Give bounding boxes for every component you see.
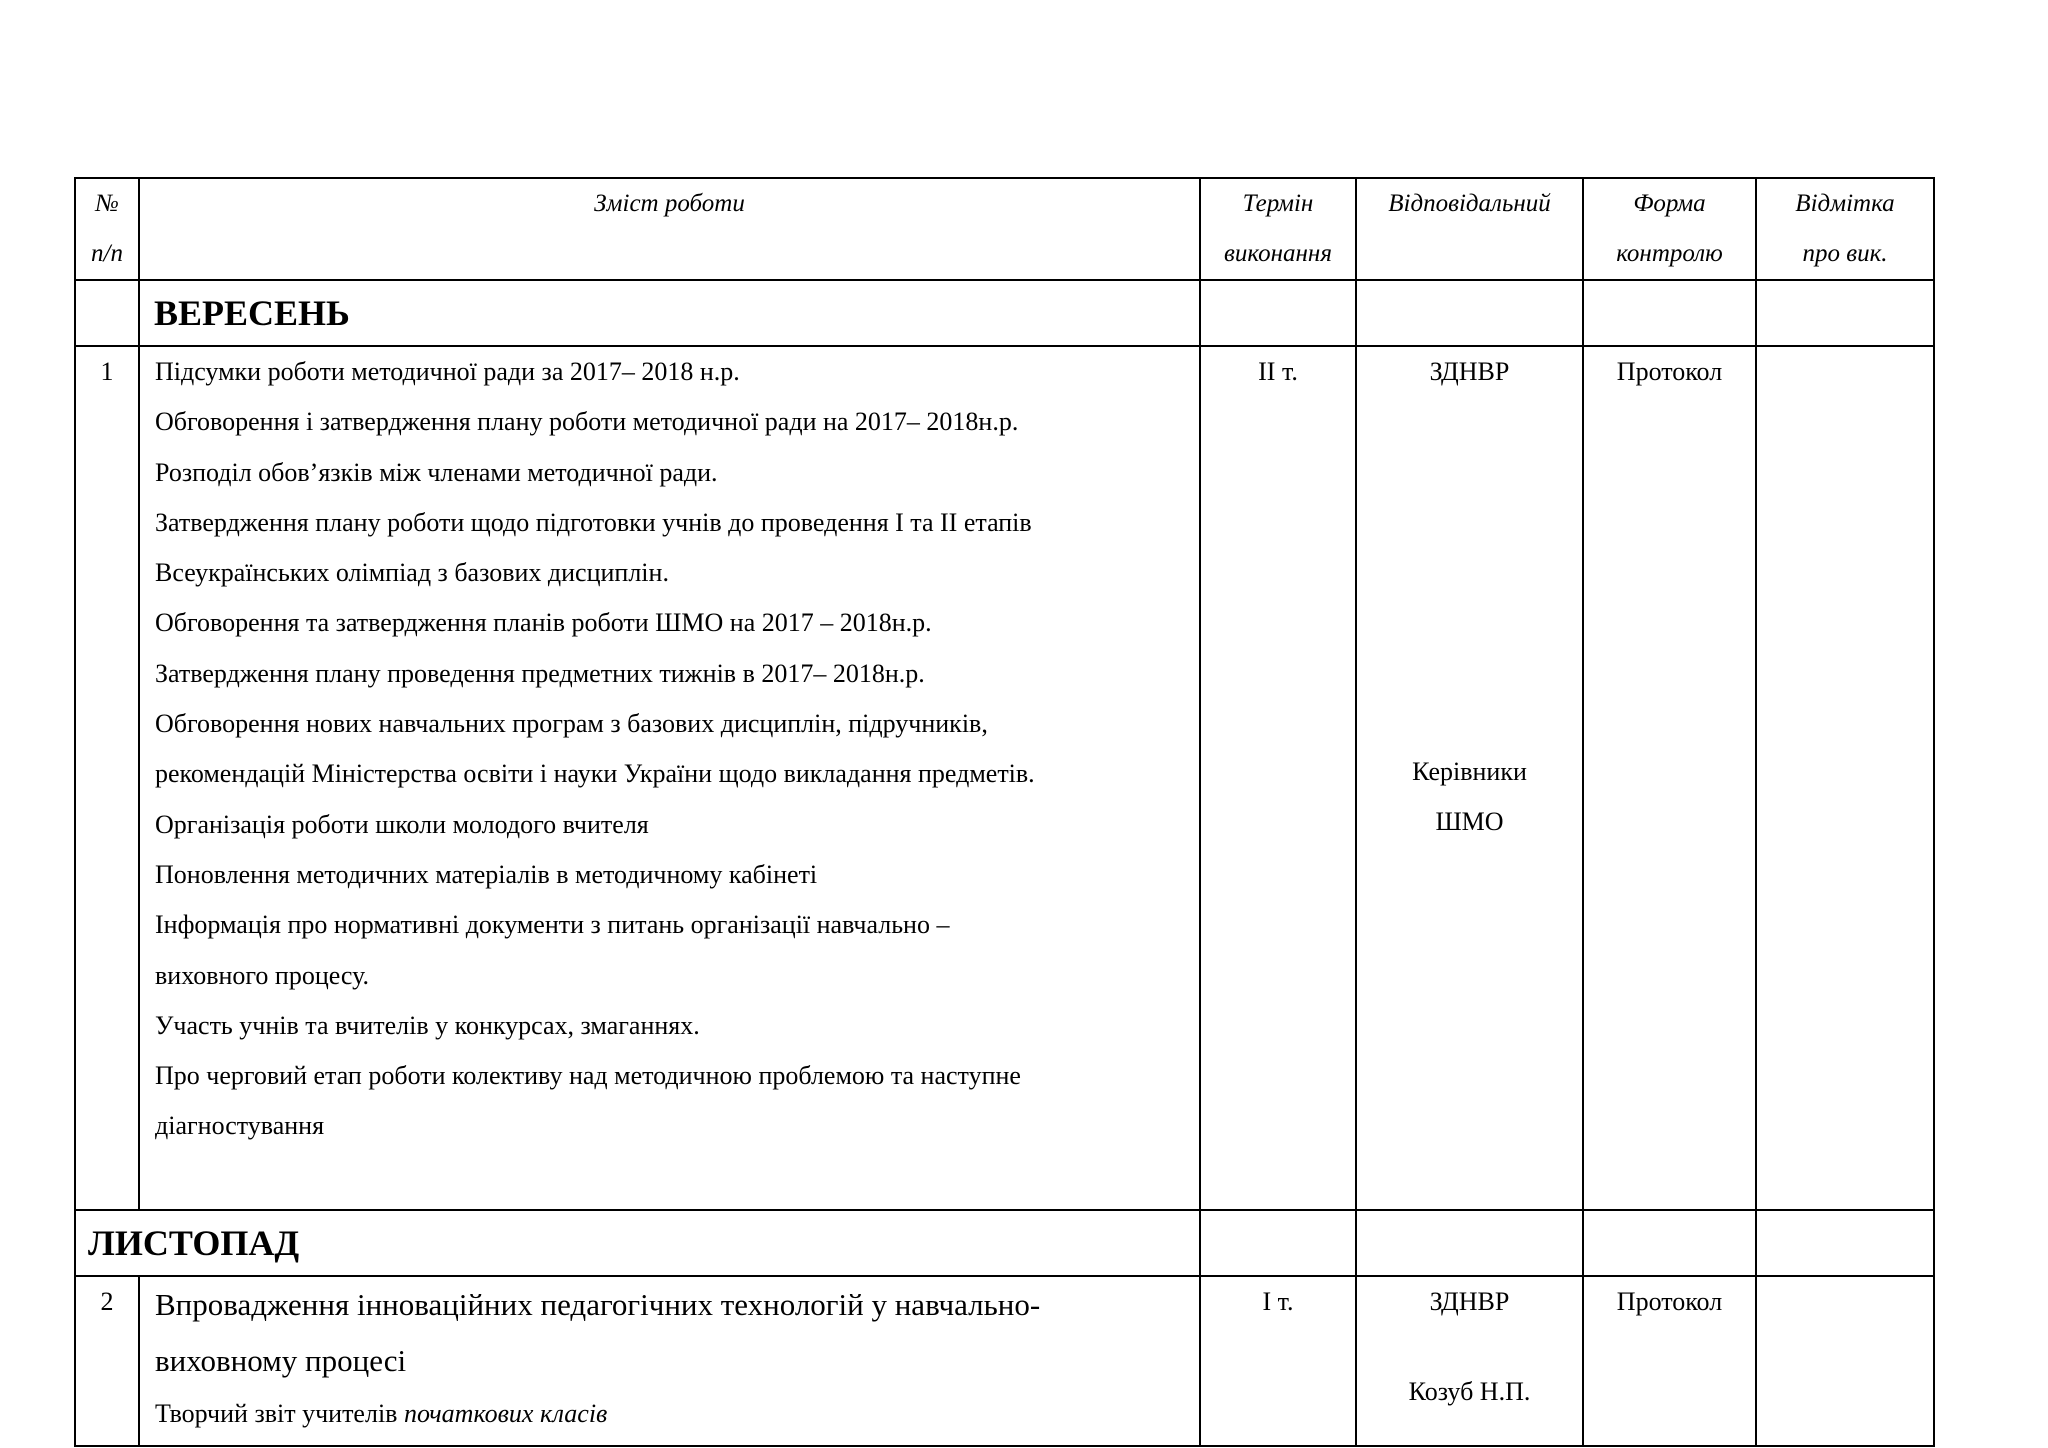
content-line: Підсумки роботи методичної ради за 2017– 2018 н.р. (155, 357, 740, 386)
table-row (75, 1276, 1934, 1446)
row-number: 1 (75, 346, 139, 1210)
row-term: І т. (1200, 1276, 1356, 1446)
month-heading: ВЕРЕСЕНЬ (154, 293, 350, 333)
responsible-line: Керівники (1412, 757, 1527, 786)
empty-cell (75, 280, 139, 346)
content-line: Затвердження плану роботи щодо підготовки учнів до проведення І та ІІ етапів (155, 507, 1032, 537)
header-term: Термін виконання (1200, 178, 1356, 280)
row-content (139, 1276, 1200, 1446)
empty-cell (1356, 1210, 1583, 1276)
empty-cell (1583, 1210, 1756, 1276)
row-term: ІІ т. (1200, 346, 1356, 1210)
content-line: рекомендацій Міністерства освіти і науки України щодо викладання предметів. (155, 759, 1035, 789)
row-form: Протокол (1583, 346, 1756, 1210)
header-form: Форма контролю (1583, 178, 1756, 280)
content-line: Обговорення і затвердження плану роботи методичної ради на 2017– 2018н.р. (155, 407, 1019, 437)
month-cell (139, 280, 1200, 346)
content-line: Про черговий етап роботи колективу над методичною проблемою та наступне (155, 1061, 1021, 1091)
empty-cell (1583, 280, 1756, 346)
month-row-november (75, 1210, 1934, 1276)
month-row-september (75, 280, 1934, 346)
responsible-line: Козуб Н.П. (1408, 1377, 1531, 1406)
content-line: Всеукраїнських олімпіад з базових дисциплін. (155, 558, 669, 588)
row-number: 2 (75, 1276, 139, 1446)
content-line: виховного процесу. (155, 960, 370, 990)
table-row (75, 346, 1934, 1210)
responsible-line: ЗДНВР (1429, 357, 1510, 386)
content-line: Обговорення та затвердження планів роботи ШМО на 2017 – 2018н.р. (155, 608, 932, 638)
empty-cell (1756, 1210, 1934, 1276)
row-content (139, 346, 1200, 1210)
content-line: діагностування (155, 1111, 325, 1141)
empty-cell (1356, 280, 1583, 346)
content-line: Розподіл обов’язків між членами методичної ради. (155, 457, 718, 487)
month-heading: ЛИСТОПАД (88, 1223, 300, 1263)
table-header-row (75, 178, 1934, 280)
content-line: Участь учнів та вчителів у конкурсах, змаганнях. (155, 1010, 700, 1040)
header-content: Зміст роботи (139, 178, 1200, 280)
responsible-line: ЗДНВР (1429, 1287, 1510, 1316)
row-mark (1756, 346, 1934, 1210)
row-responsible (1356, 1276, 1583, 1446)
header-responsible: Відповідальний (1356, 178, 1583, 280)
row-responsible (1356, 346, 1583, 1210)
content-line: Поновлення методичних матеріалів в методичному кабінеті (155, 859, 818, 889)
content-line: Впровадження інноваційних педагогічних технологій у навчально- (155, 1287, 1041, 1322)
month-cell (75, 1210, 1200, 1276)
content-line: Організація роботи школи молодого вчителя (155, 809, 649, 839)
content-line: Затвердження плану проведення предметних тижнів в 2017– 2018н.р. (155, 658, 925, 688)
empty-cell (1200, 280, 1356, 346)
header-num: № п/п (75, 178, 139, 280)
content-line: Творчий звіт учителів початкових класів (155, 1399, 608, 1428)
content-line: виховному процесі (155, 1343, 407, 1378)
empty-cell (1756, 280, 1934, 346)
content-line: Інформація про нормативні документи з питань організації навчально – (155, 910, 950, 940)
empty-cell (1200, 1210, 1356, 1276)
row-mark (1756, 1276, 1934, 1446)
work-plan-table (74, 177, 1935, 1447)
responsible-line: ШМО (1435, 807, 1504, 836)
row-form: Протокол (1583, 1276, 1756, 1446)
header-mark: Відмітка про вик. (1756, 178, 1934, 280)
content-line: Обговорення нових навчальних програм з базових дисциплін, підручників, (155, 709, 988, 739)
